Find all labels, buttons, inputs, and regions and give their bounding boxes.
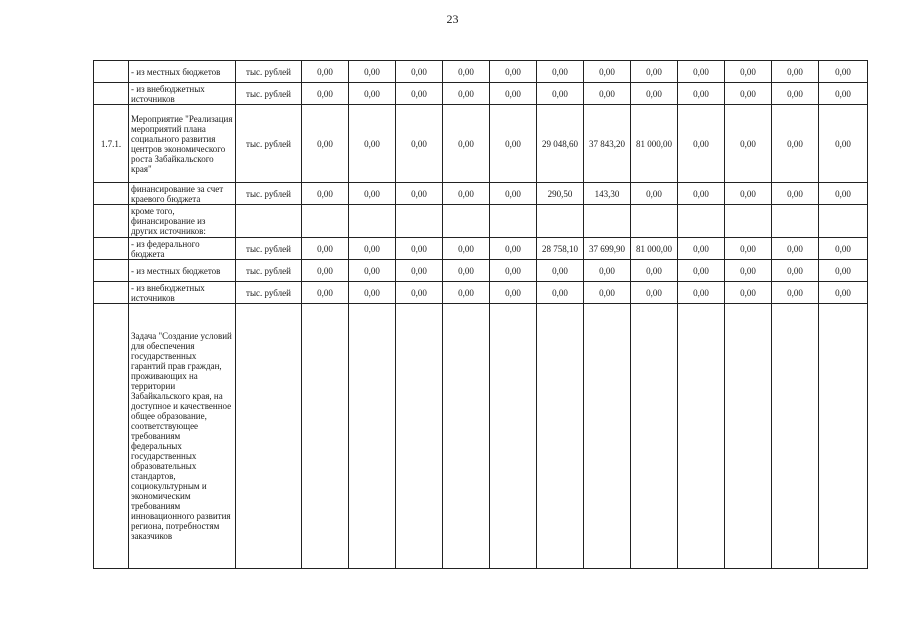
value-cell: 0,00	[302, 83, 349, 105]
value-cell: 0,00	[302, 260, 349, 282]
value-cell: 0,00	[443, 83, 490, 105]
value-cell: 0,00	[349, 260, 396, 282]
value-cell	[443, 304, 490, 569]
value-cell	[490, 304, 537, 569]
value-cell: 0,00	[490, 183, 537, 205]
row-number	[94, 205, 129, 238]
value-cell: 0,00	[725, 61, 772, 83]
value-cell	[302, 304, 349, 569]
value-cell: 0,00	[678, 61, 725, 83]
value-cell: 0,00	[349, 61, 396, 83]
value-cell: 0,00	[490, 83, 537, 105]
value-cell: 0,00	[537, 61, 584, 83]
value-cell: 0,00	[772, 183, 819, 205]
value-cell: 0,00	[537, 260, 584, 282]
row-description: Мероприятие "Реализация мероприятий плана социального развития центров экономического роста Забайкальского края"	[129, 105, 236, 183]
value-cell: 0,00	[537, 83, 584, 105]
row-description: - из местных бюджетов	[129, 260, 236, 282]
value-cell: 0,00	[772, 61, 819, 83]
value-cell: 0,00	[490, 282, 537, 304]
value-cell: 0,00	[349, 238, 396, 260]
value-cell: 0,00	[396, 282, 443, 304]
row-unit: тыс. рублей	[236, 238, 302, 260]
value-cell: 0,00	[490, 260, 537, 282]
value-cell: 0,00	[302, 61, 349, 83]
row-description: - из федерального бюджета	[129, 238, 236, 260]
row-unit: тыс. рублей	[236, 105, 302, 183]
value-cell: 0,00	[396, 183, 443, 205]
value-cell: 0,00	[302, 238, 349, 260]
value-cell: 0,00	[490, 61, 537, 83]
row-unit	[236, 205, 302, 238]
value-cell	[584, 205, 631, 238]
value-cell	[537, 205, 584, 238]
value-cell	[349, 205, 396, 238]
value-cell: 37 843,20	[584, 105, 631, 183]
value-cell	[302, 205, 349, 238]
value-cell: 0,00	[772, 260, 819, 282]
value-cell: 0,00	[631, 282, 678, 304]
value-cell: 0,00	[490, 105, 537, 183]
value-cell: 0,00	[725, 282, 772, 304]
budget-table	[93, 60, 868, 569]
value-cell: 28 758,10	[537, 238, 584, 260]
value-cell	[584, 304, 631, 569]
value-cell	[396, 205, 443, 238]
value-cell	[725, 304, 772, 569]
row-unit: тыс. рублей	[236, 260, 302, 282]
row-number	[94, 260, 129, 282]
value-cell: 0,00	[302, 183, 349, 205]
value-cell: 0,00	[302, 282, 349, 304]
table-row	[94, 304, 868, 569]
value-cell: 0,00	[490, 238, 537, 260]
table-row	[94, 238, 868, 260]
value-cell: 81 000,00	[631, 238, 678, 260]
value-cell: 0,00	[819, 83, 868, 105]
value-cell: 0,00	[349, 282, 396, 304]
value-cell	[349, 304, 396, 569]
row-description: - из местных бюджетов	[129, 61, 236, 83]
row-unit	[236, 304, 302, 569]
row-number	[94, 83, 129, 105]
table-row	[94, 61, 868, 83]
value-cell: 0,00	[631, 260, 678, 282]
page-number: 23	[446, 12, 459, 26]
value-cell: 0,00	[631, 61, 678, 83]
row-unit: тыс. рублей	[236, 183, 302, 205]
row-unit: тыс. рублей	[236, 282, 302, 304]
row-number	[94, 183, 129, 205]
value-cell: 0,00	[819, 183, 868, 205]
value-cell: 0,00	[725, 238, 772, 260]
value-cell: 0,00	[443, 260, 490, 282]
row-description: Задача "Создание условий для обеспечения государственных гарантий прав граждан, проживающих на территории Забайкальского края, на доступное и качественное общее образование, соответствующее требованиям федеральных государственных образовательных стандартов, социокультурным и экономическим требованиям инновационного развития региона, потребностям заказчиков	[129, 304, 236, 569]
value-cell: 0,00	[631, 183, 678, 205]
value-cell	[772, 304, 819, 569]
row-unit: тыс. рублей	[236, 61, 302, 83]
row-description: кроме того, финансирование из других источников:	[129, 205, 236, 238]
table-row	[94, 83, 868, 105]
value-cell: 0,00	[819, 105, 868, 183]
value-cell: 37 699,90	[584, 238, 631, 260]
value-cell: 0,00	[443, 61, 490, 83]
value-cell: 0,00	[443, 238, 490, 260]
value-cell: 0,00	[443, 282, 490, 304]
row-number	[94, 238, 129, 260]
value-cell: 0,00	[772, 105, 819, 183]
value-cell: 0,00	[772, 83, 819, 105]
value-cell	[537, 304, 584, 569]
value-cell	[443, 205, 490, 238]
row-description: - из внебюджетных источников	[129, 282, 236, 304]
value-cell: 0,00	[631, 83, 678, 105]
value-cell: 0,00	[584, 260, 631, 282]
value-cell: 0,00	[396, 260, 443, 282]
value-cell	[819, 205, 868, 238]
value-cell: 29 048,60	[537, 105, 584, 183]
table-row	[94, 260, 868, 282]
value-cell: 0,00	[678, 183, 725, 205]
value-cell: 143,30	[584, 183, 631, 205]
value-cell: 0,00	[396, 105, 443, 183]
value-cell: 0,00	[302, 105, 349, 183]
value-cell: 0,00	[819, 61, 868, 83]
value-cell: 0,00	[396, 83, 443, 105]
value-cell: 0,00	[584, 282, 631, 304]
row-number: 1.7.1.	[94, 105, 129, 183]
value-cell	[725, 205, 772, 238]
value-cell: 0,00	[725, 183, 772, 205]
row-number	[94, 304, 129, 569]
value-cell: 0,00	[396, 61, 443, 83]
value-cell: 0,00	[349, 105, 396, 183]
row-number	[94, 61, 129, 83]
value-cell: 0,00	[678, 282, 725, 304]
value-cell: 0,00	[678, 83, 725, 105]
value-cell: 0,00	[678, 105, 725, 183]
value-cell: 290,50	[537, 183, 584, 205]
value-cell	[631, 304, 678, 569]
value-cell: 0,00	[725, 83, 772, 105]
value-cell: 0,00	[725, 105, 772, 183]
table-row	[94, 282, 868, 304]
value-cell	[490, 205, 537, 238]
value-cell: 0,00	[678, 238, 725, 260]
value-cell	[772, 205, 819, 238]
row-description: - из внебюджетных источников	[129, 83, 236, 105]
value-cell	[396, 304, 443, 569]
value-cell: 0,00	[725, 260, 772, 282]
row-number	[94, 282, 129, 304]
value-cell: 0,00	[772, 282, 819, 304]
value-cell: 81 000,00	[631, 105, 678, 183]
value-cell: 0,00	[584, 61, 631, 83]
value-cell	[678, 205, 725, 238]
value-cell	[631, 205, 678, 238]
table-row	[94, 183, 868, 205]
row-description: финансирование за счет краевого бюджета	[129, 183, 236, 205]
value-cell: 0,00	[819, 238, 868, 260]
value-cell: 0,00	[819, 282, 868, 304]
value-cell: 0,00	[772, 238, 819, 260]
value-cell: 0,00	[537, 282, 584, 304]
value-cell: 0,00	[349, 183, 396, 205]
value-cell	[819, 304, 868, 569]
value-cell: 0,00	[396, 238, 443, 260]
value-cell	[678, 304, 725, 569]
table-row	[94, 205, 868, 238]
value-cell: 0,00	[678, 260, 725, 282]
row-unit: тыс. рублей	[236, 83, 302, 105]
value-cell: 0,00	[819, 260, 868, 282]
value-cell: 0,00	[584, 83, 631, 105]
value-cell: 0,00	[349, 83, 396, 105]
value-cell: 0,00	[443, 105, 490, 183]
table-row	[94, 105, 868, 183]
value-cell: 0,00	[443, 183, 490, 205]
